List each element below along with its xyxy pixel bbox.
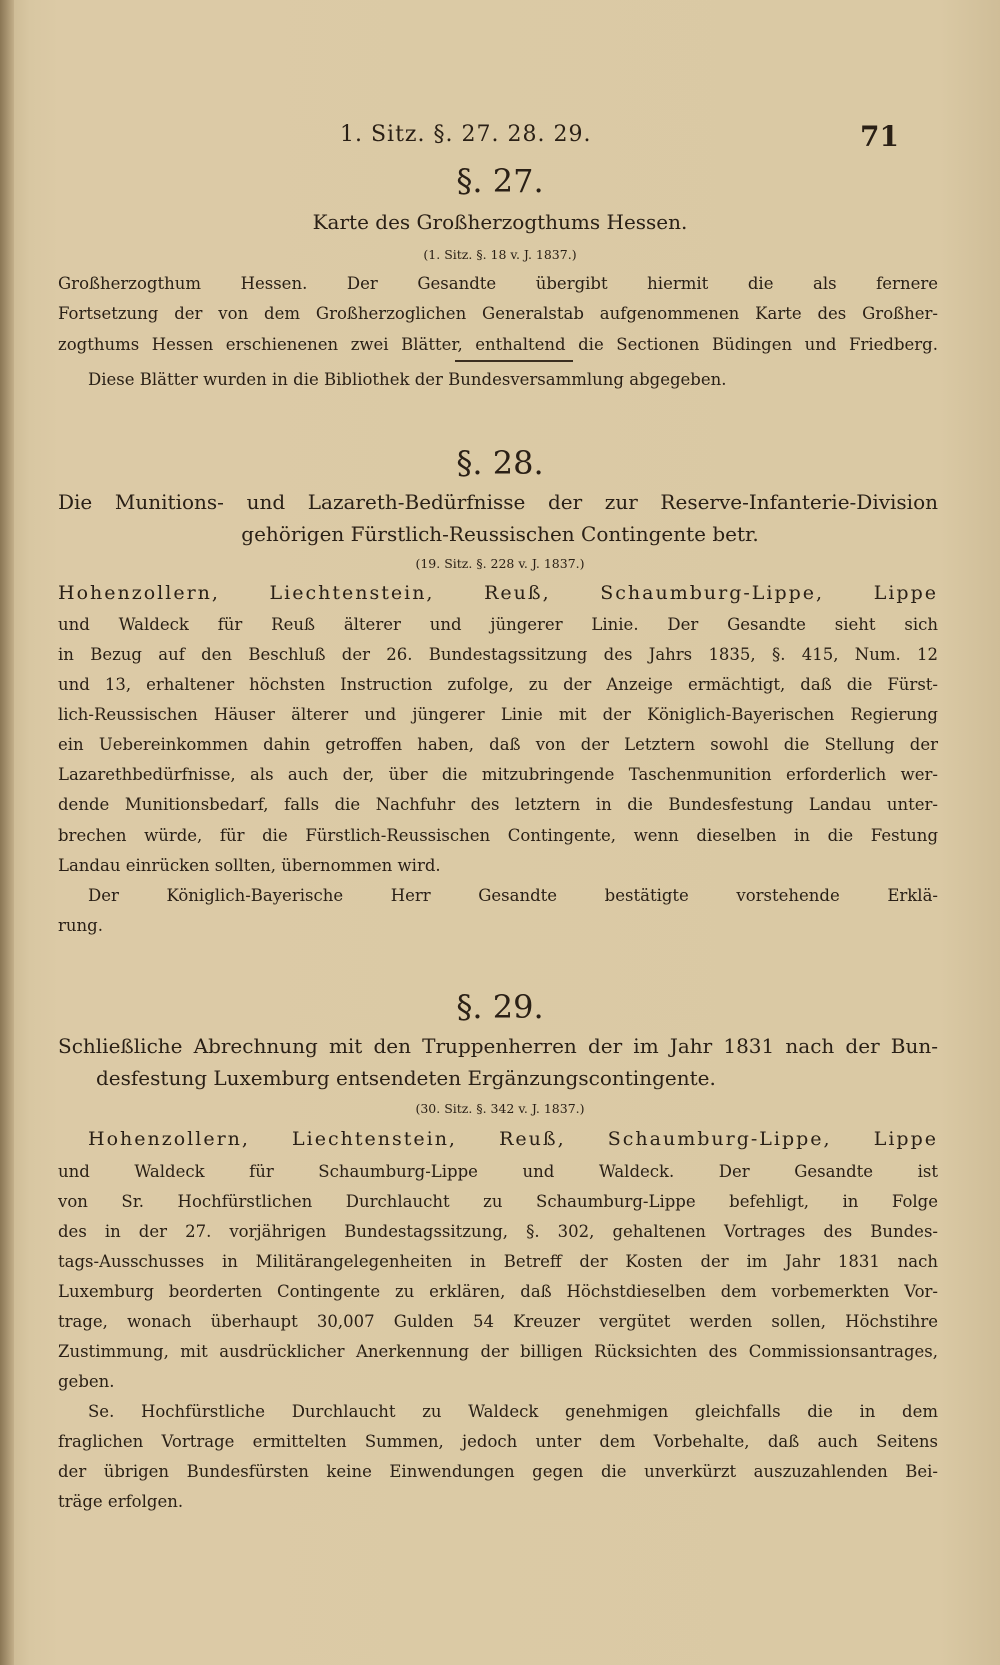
body-line: und 13, erhaltener höchsten Instruction zufolge, zu der Anzeige ermächtigt, daß die Fürst- — [58, 675, 938, 694]
body-line: tags-Ausschusses in Militärangelegenheiten in Betreff der Kosten der im Jahr 1831 nach — [58, 1252, 938, 1271]
body-line: trage, wonach überhaupt 30,007 Gulden 54 Kreuzer vergütet werden sollen, Höchstihre — [58, 1312, 938, 1331]
section-28-reference: (19. Sitz. §. 228 v. J. 1837.) — [415, 556, 585, 571]
section-29-number: §. 29. — [456, 988, 544, 1026]
body-line: Der Königlich-Bayerische Herr Gesandte bestätigte vorstehende Erklä- — [88, 886, 938, 905]
body-line: Hohenzollern, Liechtenstein, Reuß, Schaumburg-Lippe, Lippe — [58, 582, 938, 604]
body-line: geben. — [58, 1372, 115, 1391]
page-number: 71 — [860, 120, 899, 153]
body-line: und Waldeck für Reuß älterer und jüngerer Linie. Der Gesandte sieht sich — [58, 615, 938, 634]
body-line: Großherzogthum Hessen. Der Gesandte übergibt hiermit die als fernere — [58, 274, 938, 293]
section-27-reference: (1. Sitz. §. 18 v. J. 1837.) — [423, 247, 577, 262]
body-line: Se. Hochfürstliche Durchlaucht zu Waldeck genehmigen gleichfalls die in dem — [88, 1402, 938, 1421]
body-line: von Sr. Hochfürstlichen Durchlaucht zu Schaumburg-Lippe befehligt, in Folge — [58, 1192, 938, 1211]
section-28-title: Die Munitions- und Lazareth-Bedürfnisse der zur Reserve-Infanterie-Division — [58, 490, 938, 514]
body-line: Luxemburg beorderten Contingente zu erklären, daß Höchstdieselben dem vorbemerkten Vor- — [58, 1282, 938, 1301]
section-27-number: §. 27. — [456, 162, 544, 200]
body-line: brechen würde, für die Fürstlich-Reussischen Contingente, wenn dieselben in die Festung — [58, 826, 938, 845]
body-line: Hohenzollern, Liechtenstein, Reuß, Schaumburg-Lippe, Lippe — [88, 1128, 938, 1150]
body-line: ein Uebereinkommen dahin getroffen haben, daß von der Letztern sowohl die Stellung der — [58, 735, 938, 754]
body-line: fraglichen Vortrage ermittelten Summen, jedoch unter dem Vorbehalte, daß auch Seitens — [58, 1432, 938, 1451]
body-line: in Bezug auf den Beschluß der 26. Bundestagssitzung des Jahrs 1835, §. 415, Num. 12 — [58, 645, 938, 664]
body-line: der übrigen Bundesfürsten keine Einwendungen gegen die unverkürzt auszuzahlenden Bei- — [58, 1462, 938, 1481]
body-line: Diese Blätter wurden in die Bibliothek der Bundesversammlung abgegeben. — [88, 370, 727, 389]
body-line: Fortsetzung der von dem Großherzoglichen Generalstab aufgenommenen Karte des Großher- — [58, 304, 938, 323]
body-line: und Waldeck für Schaumburg-Lippe und Waldeck. Der Gesandte ist — [58, 1162, 938, 1181]
body-line: dende Munitionsbedarf, falls die Nachfuhr des letztern in die Bundesfestung Landau unter- — [58, 795, 938, 814]
body-line: lich-Reussischen Häuser älterer und jüngerer Linie mit der Königlich-Bayerischen Regierung — [58, 705, 938, 724]
section-27-title: Karte des Großherzogthums Hessen. — [312, 210, 688, 234]
section-29-title: Schließliche Abrechnung mit den Truppenherren der im Jahr 1831 nach der Bun- — [58, 1034, 938, 1058]
section-28-title: gehörigen Fürstlich-Reussischen Contingente betr. — [241, 522, 759, 546]
section-29-title: desfestung Luxemburg entsendeten Ergänzungscontingente. — [96, 1066, 716, 1090]
body-line: Zustimmung, mit ausdrücklicher Anerkennung der billigen Rücksichten des Commissionsantrages, — [58, 1342, 938, 1361]
body-line: Landau einrücken sollten, übernommen wird. — [58, 856, 441, 875]
section-28-number: §. 28. — [456, 444, 544, 482]
running-header: 1. Sitz. §. 27. 28. 29. — [340, 122, 592, 147]
section-29-reference: (30. Sitz. §. 342 v. J. 1837.) — [415, 1101, 585, 1116]
separator-rule — [455, 360, 573, 362]
body-line: träge erfolgen. — [58, 1492, 184, 1511]
body-line: des in der 27. vorjährigen Bundestagssitzung, §. 302, gehaltenen Vortrages des Bundes- — [58, 1222, 938, 1241]
body-line: rung. — [58, 916, 103, 935]
body-line: Lazarethbedürfnisse, als auch der, über die mitzubringende Taschenmunition erforderlich wer- — [58, 765, 938, 784]
body-line: zogthums Hessen erschienenen zwei Blätter, enthaltend die Sectionen Büdingen und Friedberg. — [58, 335, 938, 354]
